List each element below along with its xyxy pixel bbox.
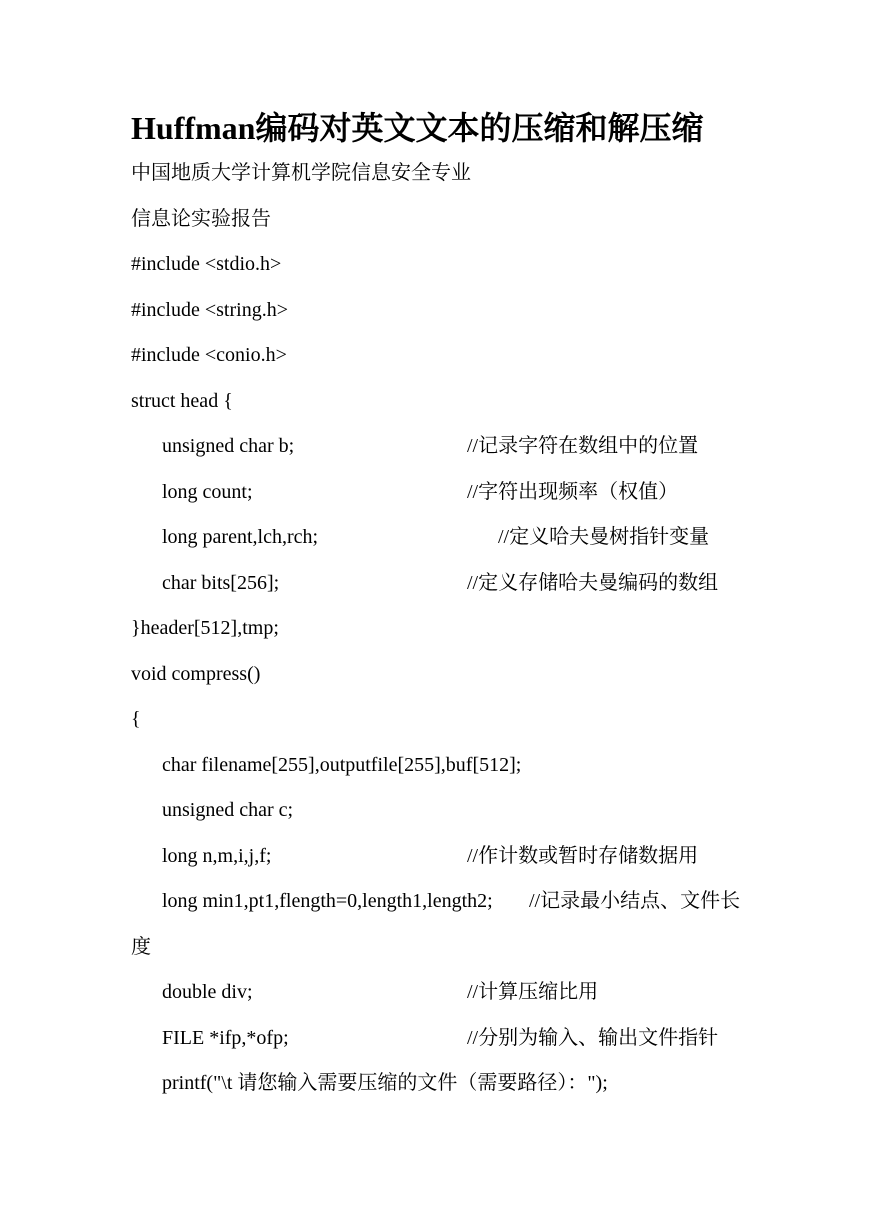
code-decl-file: FILE *ifp,*ofp; xyxy=(162,1027,289,1049)
code-decl-c: unsigned char c; xyxy=(162,799,294,821)
code-comment-div: //计算压缩比用 xyxy=(467,981,599,1003)
code-comment-bits: //定义存储哈夫曼编码的数组 xyxy=(467,572,719,594)
report-label: 信息论实验报告 xyxy=(131,208,271,230)
code-field-b: unsigned char b; xyxy=(162,435,295,457)
code-brace-open: { xyxy=(131,708,141,730)
code-comment-file: //分别为输入、输出文件指针 xyxy=(467,1027,719,1049)
code-printf: printf("\t 请您输入需要压缩的文件（需要路径）："); xyxy=(162,1072,608,1094)
code-include-conio: #include <conio.h> xyxy=(131,344,287,366)
code-include-string: #include <string.h> xyxy=(131,299,288,321)
code-comment-n: //作计数或暂时存储数据用 xyxy=(467,845,699,867)
code-comment-b: //记录字符在数组中的位置 xyxy=(467,435,699,457)
document-title: Huffman编码对英文文本的压缩和解压缩 xyxy=(131,110,704,146)
code-field-count: long count; xyxy=(162,481,253,503)
code-struct-open: struct head { xyxy=(131,390,233,412)
code-field-bits: char bits[256]; xyxy=(162,572,280,594)
code-decl-filename: char filename[255],outputfile[255],buf[512]; xyxy=(162,754,522,776)
code-field-parent: long parent,lch,rch; xyxy=(162,526,319,548)
subtitle: 中国地质大学计算机学院信息安全专业 xyxy=(131,162,471,184)
code-func-signature: void compress() xyxy=(131,663,261,685)
code-comment-count: //字符出现频率（权值） xyxy=(467,481,679,503)
code-decl-min: long min1,pt1,flength=0,length1,length2; xyxy=(162,890,493,912)
code-comment-parent: //定义哈夫曼树指针变量 xyxy=(498,526,710,548)
code-include-stdio: #include <stdio.h> xyxy=(131,253,282,275)
code-struct-close: }header[512],tmp; xyxy=(131,617,279,639)
code-decl-div: double div; xyxy=(162,981,253,1003)
code-decl-n: long n,m,i,j,f; xyxy=(162,845,272,867)
code-comment-min-wrap: 度 xyxy=(131,936,151,958)
code-comment-min: //记录最小结点、文件长 xyxy=(529,890,741,912)
